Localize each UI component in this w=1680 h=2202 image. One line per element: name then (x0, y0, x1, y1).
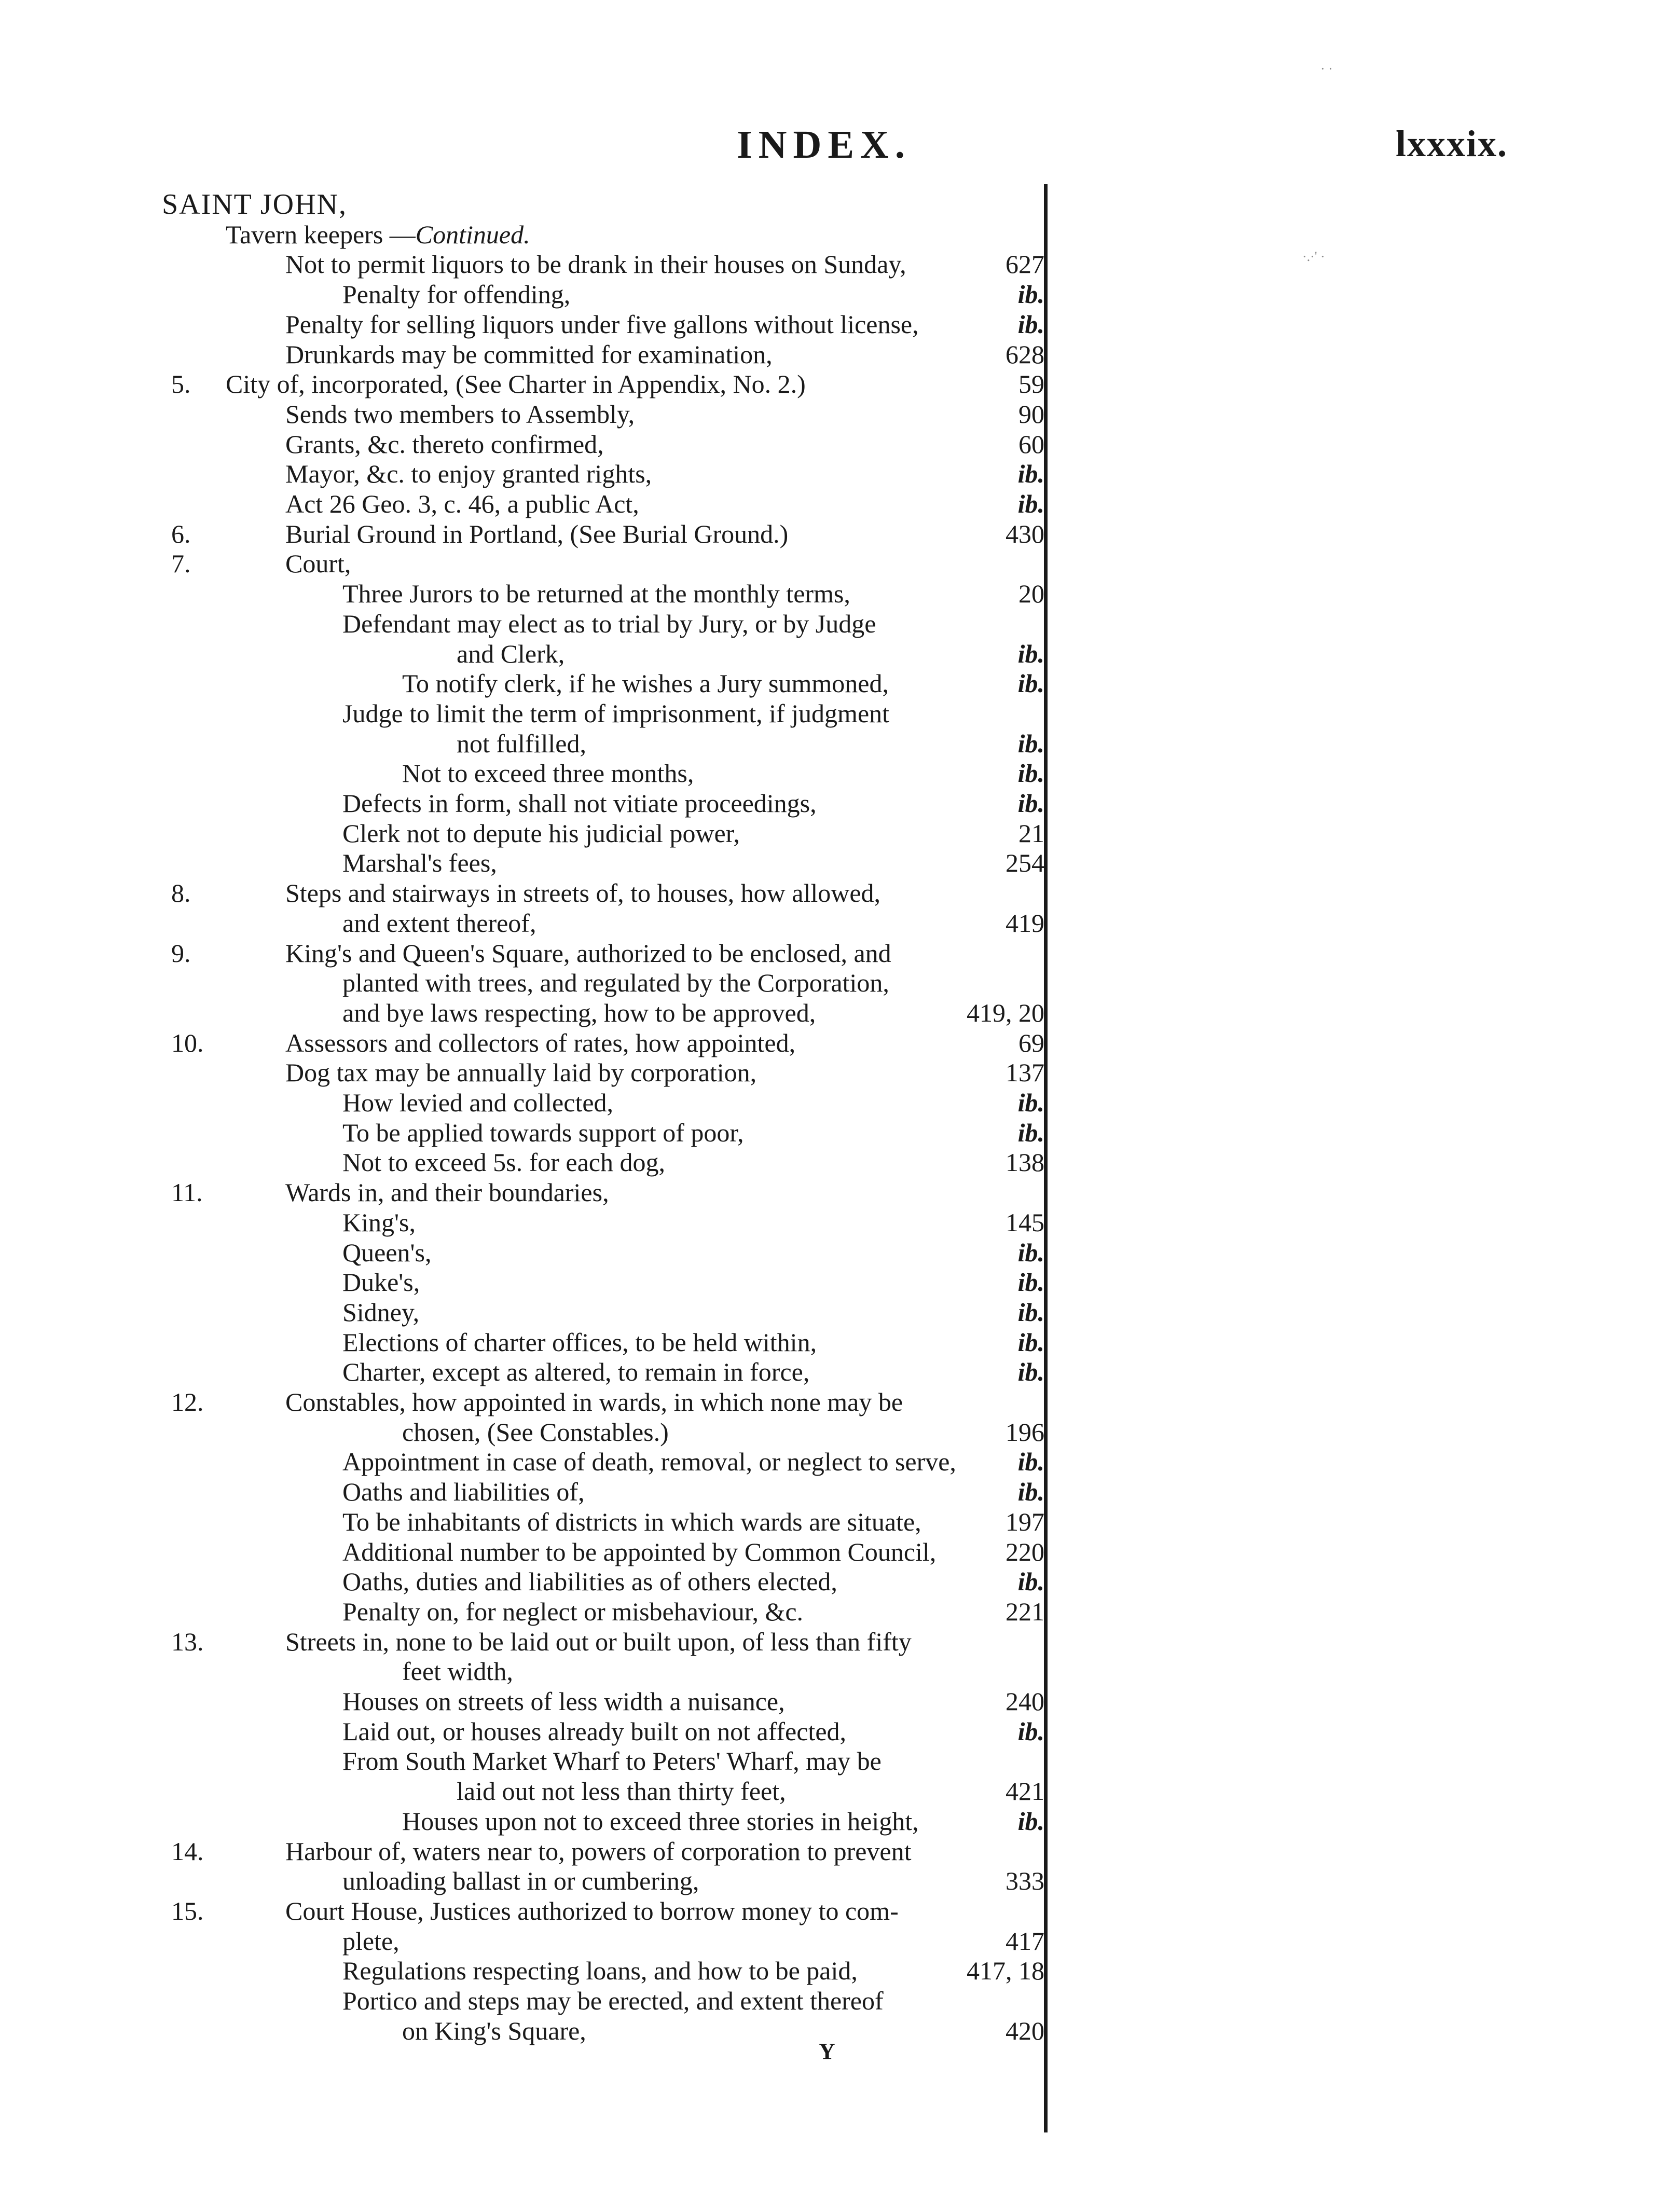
entry-text-content: From South Market Wharf to Peters' Wharf, may be (342, 1746, 882, 1776)
entry-text (285, 1387, 903, 1417)
page-reference: ib. (1017, 1447, 1044, 1477)
page-reference: ib. (1017, 639, 1044, 668)
entry-text-content: Not to exceed three months, (402, 759, 694, 788)
entry-text (342, 1926, 400, 1956)
index-entry (0, 878, 1680, 908)
entry-text (342, 1537, 936, 1567)
index-entry (0, 758, 1680, 788)
speck-mark: · · (1320, 61, 1333, 76)
page-reference: 145 (1006, 1207, 1044, 1237)
entry-number: 10. (171, 1028, 204, 1057)
entry-text (402, 668, 889, 698)
entry-text (285, 399, 635, 429)
page-reference: 421 (1006, 1777, 1044, 1806)
index-entry (0, 788, 1680, 818)
entry-text-content: Defendant may elect as to trial by Jury, or by Judge (342, 609, 876, 638)
page-reference: 69 (1018, 1028, 1044, 1057)
entry-text (402, 758, 694, 788)
page-reference: 627 (1006, 250, 1044, 279)
entry-text-content: To be inhabitants of districts in which wards are situate, (342, 1507, 921, 1536)
entry-number: 13. (171, 1627, 204, 1656)
entry-text-content: Oaths and liabilities of, (342, 1477, 585, 1507)
index-entry (0, 429, 1680, 459)
page-reference: ib. (1017, 1327, 1044, 1357)
page-number: lxxxix. (1396, 123, 1508, 164)
page-reference: 20 (1018, 579, 1044, 609)
entry-text-content: Marshal's fees, (342, 848, 497, 878)
page-reference: ib. (1017, 1088, 1044, 1117)
index-entry (0, 908, 1680, 938)
index-entry (0, 1207, 1680, 1237)
entry-text (285, 1057, 756, 1088)
entry-text-content: plete, (342, 1926, 400, 1956)
page-reference: 254 (1006, 848, 1044, 878)
entry-text-content: feet width, (402, 1657, 513, 1686)
entry-text (285, 1028, 795, 1058)
page-reference: 21 (1018, 818, 1044, 848)
entry-text-content: Court House, Justices authorized to borrow money to com- (285, 1896, 899, 1925)
entry-text-content: and Clerk, (457, 639, 565, 668)
entry-text (285, 339, 773, 369)
entry-text-content: Three Jurors to be returned at the monthly terms, (342, 579, 850, 609)
index-entry (0, 548, 1680, 579)
entry-text-content: Clerk not to depute his judicial power, (342, 818, 740, 848)
entry-text-content: Oaths, duties and liabilities as of others elected, (342, 1567, 837, 1597)
entry-text-content: Tavern keepers — (226, 219, 416, 249)
page-reference: ib. (1017, 309, 1044, 339)
index-entry (0, 1147, 1680, 1177)
index-entry (0, 1417, 1680, 1447)
index-entry (0, 1776, 1680, 1806)
index-entry (0, 1627, 1680, 1657)
entry-text (285, 878, 880, 908)
index-entry (0, 249, 1680, 279)
entry-text (402, 1656, 513, 1686)
entry-text-content: To notify clerk, if he wishes a Jury summoned, (402, 669, 889, 698)
index-entry (0, 668, 1680, 698)
index-entry (0, 1297, 1680, 1327)
index-entry (0, 1447, 1680, 1477)
entry-text-content: Wards in, and their boundaries, (285, 1178, 609, 1207)
entry-text-content: chosen, (See Constables.) (402, 1417, 669, 1447)
page-reference: 417, 18 (967, 1956, 1044, 1986)
entry-number: 15. (171, 1896, 204, 1925)
entry-text (285, 1177, 609, 1207)
page-reference: 60 (1018, 429, 1044, 459)
signature-mark: Y (819, 2039, 835, 2064)
entry-text (285, 548, 351, 579)
entry-text (285, 1836, 912, 1866)
page-reference: 197 (1006, 1507, 1044, 1536)
page-reference: ib. (1017, 1268, 1044, 1297)
index-entry (0, 2016, 1680, 2046)
entry-number: 8. (171, 878, 191, 908)
entry-text (342, 788, 817, 818)
entry-text (342, 279, 570, 309)
index-entry (0, 998, 1680, 1028)
index-entry (0, 339, 1680, 369)
entry-text-content: Sends two members to Assembly, (285, 399, 635, 429)
entry-text (342, 1866, 699, 1896)
index-entry (0, 219, 1680, 250)
entry-text (342, 1237, 431, 1268)
entry-text (342, 1297, 419, 1327)
index-entry (0, 1597, 1680, 1627)
entry-text-content: King's, (342, 1207, 416, 1237)
entry-text (342, 908, 536, 938)
index-entry (0, 459, 1680, 489)
page-reference: 419, 20 (967, 998, 1044, 1027)
index-entry (0, 1177, 1680, 1207)
page-reference: ib. (1017, 1806, 1044, 1836)
index-entry (0, 1656, 1680, 1686)
index-entry (0, 1477, 1680, 1507)
entry-text (457, 728, 586, 759)
entry-text (342, 818, 740, 848)
index-entry (0, 938, 1680, 968)
entry-text-content: Additional number to be appointed by Common Council, (342, 1537, 937, 1566)
entry-text-content: Burial Ground in Portland, (See Burial Ground.) (285, 519, 789, 548)
page-reference: 138 (1006, 1148, 1044, 1177)
entry-text (342, 1327, 817, 1357)
page-reference: 430 (1006, 519, 1044, 548)
index-entry (0, 968, 1680, 998)
page-reference: 221 (1006, 1597, 1044, 1626)
entry-text (285, 1627, 912, 1657)
page-title: INDEX. (737, 123, 911, 167)
entry-text-content: Mayor, &c. to enjoy granted rights, (285, 459, 652, 489)
index-entry (0, 639, 1680, 669)
entry-number: 12. (171, 1387, 204, 1416)
index-entry (0, 1686, 1680, 1716)
page-reference: 59 (1018, 369, 1044, 399)
entry-text (285, 309, 919, 339)
index-entry (0, 1566, 1680, 1597)
entry-text (342, 968, 889, 998)
page-reference: 333 (1006, 1866, 1044, 1896)
index-entry (0, 579, 1680, 609)
page-reference: ib. (1017, 1716, 1044, 1746)
index-entry (0, 698, 1680, 728)
page-reference: 419 (1006, 908, 1044, 938)
index-entry (0, 1806, 1680, 1836)
page-reference: 240 (1006, 1687, 1044, 1716)
entry-text (285, 249, 906, 279)
entry-text (402, 2016, 586, 2046)
page-reference: ib. (1017, 669, 1044, 698)
index-entry (0, 1357, 1680, 1387)
page-reference: 420 (1006, 2016, 1044, 2045)
page-reference: 220 (1006, 1537, 1044, 1566)
entry-text-content: City of, incorporated, (See Charter in Appendix, No. 2.) (226, 369, 806, 399)
entry-text (285, 519, 788, 549)
entry-text (226, 219, 530, 250)
entry-text-content: Penalty on, for neglect or misbehaviour, &c. (342, 1597, 804, 1626)
index-entry (0, 1986, 1680, 2016)
entry-text (342, 1267, 420, 1297)
index-entry (0, 309, 1680, 339)
entry-text-content: on King's Square, (402, 2016, 586, 2045)
index-entry (0, 489, 1680, 519)
entry-text-content: and extent thereof, (342, 908, 536, 938)
entry-text (342, 1746, 882, 1776)
entry-text-content: laid out not less than thirty feet, (457, 1777, 786, 1806)
entry-text (285, 459, 652, 489)
index-entry (0, 1088, 1680, 1118)
entry-text-content: How levied and collected, (342, 1088, 614, 1117)
index-entry (0, 1327, 1680, 1357)
entry-text-content: Judge to limit the term of imprisonment, if judgment (342, 698, 890, 728)
index-entry (0, 1537, 1680, 1567)
entry-text (342, 848, 497, 878)
entry-text (342, 1357, 809, 1387)
index-entry (0, 189, 1680, 219)
entry-number: 6. (171, 519, 191, 548)
speck-mark: ·.·' · (1302, 249, 1325, 264)
entry-text-content: Laid out, or houses already built on not affected, (342, 1716, 847, 1746)
page-reference: 417 (1006, 1926, 1044, 1956)
entry-text (342, 1716, 846, 1746)
index-entry (0, 1028, 1680, 1058)
index-entry (0, 1896, 1680, 1926)
entry-text (342, 579, 850, 609)
entry-number: 14. (171, 1836, 204, 1866)
page-reference: ib. (1017, 489, 1044, 518)
entry-number: 11. (171, 1178, 203, 1207)
entry-text-content: Charter, except as altered, to remain in force, (342, 1357, 810, 1387)
entry-text-content: To be applied towards support of poor, (342, 1118, 744, 1147)
index-entry (0, 1866, 1680, 1896)
entry-text-content: Duke's, (342, 1268, 420, 1297)
index-entry (0, 1387, 1680, 1417)
entry-text (342, 609, 876, 639)
entry-text-content: SAINT JOHN, (162, 188, 347, 221)
entry-text (342, 1088, 613, 1118)
entry-text-content: Constables, how appointed in wards, in which none may be (285, 1387, 903, 1416)
entry-text-content: Appointment in case of death, removal, or neglect to serve, (342, 1447, 956, 1477)
entry-text (342, 1686, 785, 1716)
page-reference: ib. (1017, 789, 1044, 818)
index-entry (0, 1716, 1680, 1746)
index-entry (0, 609, 1680, 639)
page-reference: ib. (1017, 1297, 1044, 1327)
entry-text-content: Houses upon not to exceed three stories in height, (402, 1806, 919, 1836)
entry-text-content: Steps and stairways in streets of, to houses, how allowed, (285, 878, 881, 908)
entry-text-content: Penalty for selling liquors under five gallons without license, (285, 309, 919, 339)
entry-text-content: Grants, &c. thereto confirmed, (285, 429, 604, 459)
page-reference: ib. (1017, 280, 1044, 309)
index-entry (0, 1926, 1680, 1956)
entry-text (342, 1147, 665, 1177)
entry-text (342, 1118, 744, 1148)
entry-text-content: Dog tax may be annually laid by corporation, (285, 1058, 757, 1088)
entry-number: 9. (171, 938, 191, 968)
page-reference: 90 (1018, 399, 1044, 429)
entry-text-content: not fulfilled, (457, 728, 586, 758)
entry-text (457, 1776, 786, 1806)
entry-text (342, 1507, 921, 1537)
page-reference: ib. (1017, 728, 1044, 758)
entry-text (162, 189, 347, 219)
entry-text (342, 1447, 956, 1477)
entry-text-content: Assessors and collectors of rates, how appointed, (285, 1028, 796, 1057)
page-reference: 196 (1006, 1417, 1044, 1447)
entry-text (402, 1806, 919, 1836)
continued-label: Continued. (415, 219, 530, 249)
entry-text (285, 938, 891, 968)
index-entry (0, 369, 1680, 399)
entry-text (342, 998, 816, 1028)
entry-text-content: Queen's, (342, 1237, 432, 1267)
entry-text (226, 369, 806, 399)
index-entry (0, 1118, 1680, 1148)
index-entry (0, 1237, 1680, 1268)
entry-text (342, 1566, 837, 1597)
entry-text (457, 639, 564, 669)
page-reference: ib. (1017, 1237, 1044, 1267)
index-entry (0, 1267, 1680, 1297)
index-entry (0, 1057, 1680, 1088)
entry-text (402, 1417, 669, 1447)
page-reference: 137 (1006, 1058, 1044, 1088)
entry-text (285, 1896, 899, 1926)
page-reference: ib. (1017, 1118, 1044, 1147)
entry-text-content: King's and Queen's Square, authorized to be enclosed, and (285, 938, 891, 968)
page-reference: ib. (1017, 1567, 1044, 1597)
index-entry (0, 279, 1680, 309)
entry-text-content: unloading ballast in or cumbering, (342, 1866, 699, 1896)
entry-text-content: Harbour of, waters near to, powers of corporation to prevent (285, 1836, 912, 1866)
index-entry (0, 1956, 1680, 1986)
page-reference: ib. (1017, 459, 1044, 489)
index-entry (0, 818, 1680, 848)
entry-text-content: and bye laws respecting, how to be approved, (342, 998, 816, 1027)
entry-text-content: Houses on streets of less width a nuisance, (342, 1687, 785, 1716)
entry-text-content: Defects in form, shall not vitiate proceedings, (342, 789, 817, 818)
entry-text (342, 1986, 884, 2016)
entry-text-content: planted with trees, and regulated by the Corporation, (342, 968, 889, 998)
index-entry (0, 1746, 1680, 1776)
entry-text (342, 1477, 585, 1507)
entry-text-content: Sidney, (342, 1297, 420, 1327)
entry-number: 7. (171, 549, 191, 579)
entry-text-content: Regulations respecting loans, and how to be paid, (342, 1956, 858, 1986)
entry-text-content: Act 26 Geo. 3, c. 46, a public Act, (285, 489, 639, 518)
index-entry (0, 728, 1680, 759)
entry-text (342, 698, 889, 728)
entry-text-content: Portico and steps may be erected, and extent thereof (342, 1986, 884, 2015)
index-entry (0, 1836, 1680, 1866)
entry-text-content: Not to exceed 5s. for each dog, (342, 1148, 665, 1177)
entry-text-content: Elections of charter offices, to be held within, (342, 1327, 817, 1357)
entry-text (285, 489, 639, 519)
entry-text-content: Penalty for offending, (342, 280, 571, 309)
entry-number: 5. (171, 369, 191, 399)
index-entry (0, 519, 1680, 549)
entry-text (342, 1597, 803, 1627)
entry-text (285, 429, 604, 459)
index-entry (0, 399, 1680, 429)
entry-text (342, 1956, 858, 1986)
entry-text-content: Streets in, none to be laid out or built upon, of less than fifty (285, 1627, 912, 1656)
page-reference: ib. (1017, 1357, 1044, 1387)
index-entry (0, 1507, 1680, 1537)
entry-text-content: Court, (285, 549, 351, 579)
page-reference: ib. (1017, 1477, 1044, 1507)
page-reference: ib. (1017, 759, 1044, 788)
entry-text-content: Drunkards may be committed for examination, (285, 339, 773, 369)
index-entry (0, 848, 1680, 878)
entry-text (342, 1207, 416, 1237)
entry-text-content: Not to permit liquors to be drank in their houses on Sunday, (285, 250, 906, 279)
page-reference: 628 (1006, 339, 1044, 369)
